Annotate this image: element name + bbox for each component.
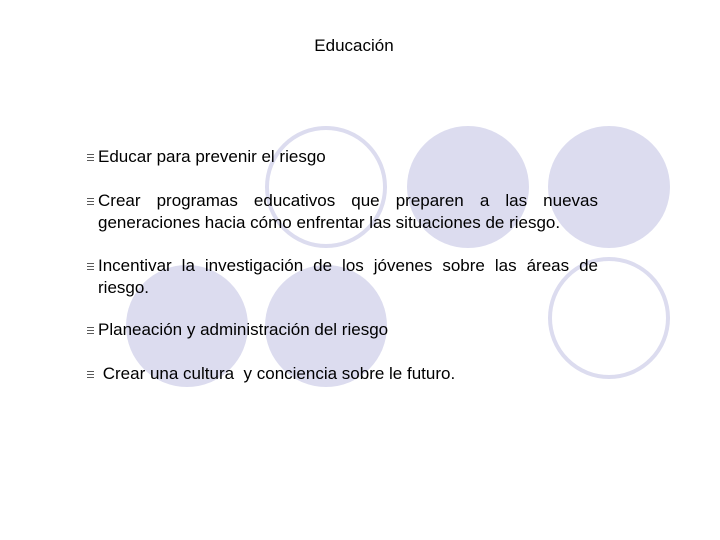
bullet-item [86, 255, 598, 299]
bullet-item [86, 146, 598, 168]
bullet-item [86, 319, 598, 341]
bullet-marker-icon [87, 327, 94, 334]
bullet-marker-icon [87, 198, 94, 205]
bullet-marker-icon [87, 154, 94, 161]
slide-title: Educación [314, 36, 394, 55]
bullet-text: Educar para prevenir el riesgo [98, 147, 326, 166]
bullet-text: Crear programas educativos que preparen a las nuevas generaciones hacia cómo enfrentar las situaciones de riesgo. [98, 191, 598, 232]
bullet-item [86, 190, 598, 234]
bullet-text: Incentivar la investigación de los jóvenes sobre las áreas de riesgo. [98, 256, 598, 297]
bullet-marker-icon [87, 371, 94, 378]
bullet-item [86, 363, 598, 385]
bullet-marker-icon [87, 263, 94, 270]
bullet-text: Planeación y administración del riesgo [98, 320, 389, 339]
bullet-text: Crear una cultura y conciencia sobre le futuro. [98, 364, 456, 383]
